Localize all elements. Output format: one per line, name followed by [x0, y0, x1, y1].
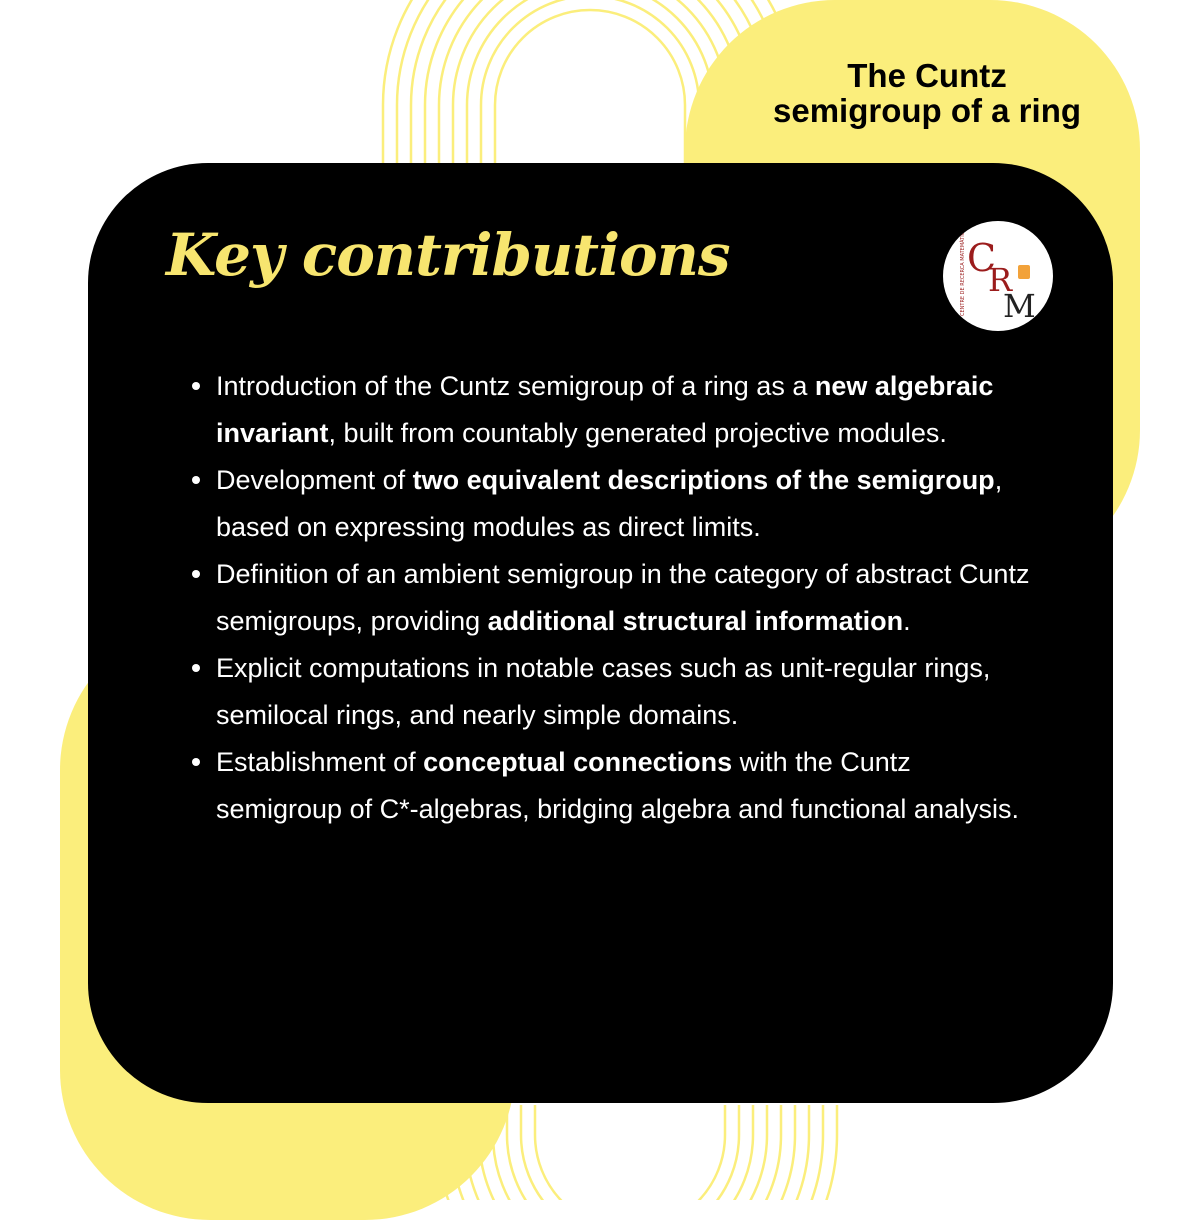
decorative-arc-line	[507, 1105, 753, 1200]
subtitle-line-1: The Cuntz	[847, 57, 1007, 94]
list-item	[216, 363, 1036, 457]
list-item-text: Introduction of the Cuntz semigroup of a ring as a	[216, 371, 815, 401]
list-item	[216, 645, 1036, 739]
decorative-arc-line	[467, 0, 713, 165]
decorative-arc-line	[425, 0, 755, 165]
list-item-emphasis: two equivalent descriptions of the semigroup	[412, 465, 995, 495]
list-item	[216, 551, 1036, 645]
decorative-arc-line	[465, 1105, 795, 1200]
page-subtitle	[747, 58, 1107, 128]
list-item-text: .	[903, 606, 911, 636]
logo-vertical-text: CENTRE DE RECERCA MATEMÀTICA	[960, 228, 966, 316]
logo-letter-c: C	[967, 236, 997, 280]
card-heading: Key contributions	[166, 221, 730, 289]
list-item-text: , based on expressing modules as direct limits.	[216, 465, 1003, 542]
contributions-list	[188, 363, 1036, 833]
list-item-text: Explicit computations in notable cases such as unit-regular rings, semilocal rings, and nearly simple domains.	[216, 653, 991, 730]
list-item	[216, 457, 1036, 551]
decorative-arc-line	[521, 1105, 739, 1200]
decorative-arc-line	[481, 0, 699, 165]
content-card	[88, 163, 1113, 1103]
crm-logo	[943, 221, 1053, 331]
decorative-arc-line	[495, 10, 685, 165]
decorative-arc-line	[451, 1105, 809, 1200]
list-item-text: , built from countably generated projective modules.	[328, 418, 947, 448]
decorative-arc-line	[535, 1105, 725, 1200]
list-item	[216, 739, 1036, 833]
subtitle-line-2: semigroup of a ring	[772, 92, 1082, 129]
decorative-arc-line	[479, 1105, 781, 1200]
list-item-text: Definition of an ambient semigroup in the category of abstract Cuntz semigroups, providing	[216, 559, 1030, 636]
list-item-emphasis: new algebraic invariant	[216, 371, 994, 448]
list-item-text: Establishment of	[216, 747, 424, 777]
list-item-emphasis: additional structural information	[487, 606, 904, 636]
logo-accent-mark	[1018, 265, 1030, 279]
list-item-text: with the Cuntz semigroup of C*-algebras, bridging algebra and functional analysis.	[216, 747, 1019, 824]
decorative-arc-line	[423, 1105, 837, 1200]
logo-letter-r: R	[988, 261, 1013, 299]
list-item-text: Development of	[216, 465, 413, 495]
logo-letter-m: M	[1003, 287, 1036, 325]
decorative-arc-line	[411, 0, 769, 165]
list-item-emphasis: conceptual connections	[423, 747, 733, 777]
